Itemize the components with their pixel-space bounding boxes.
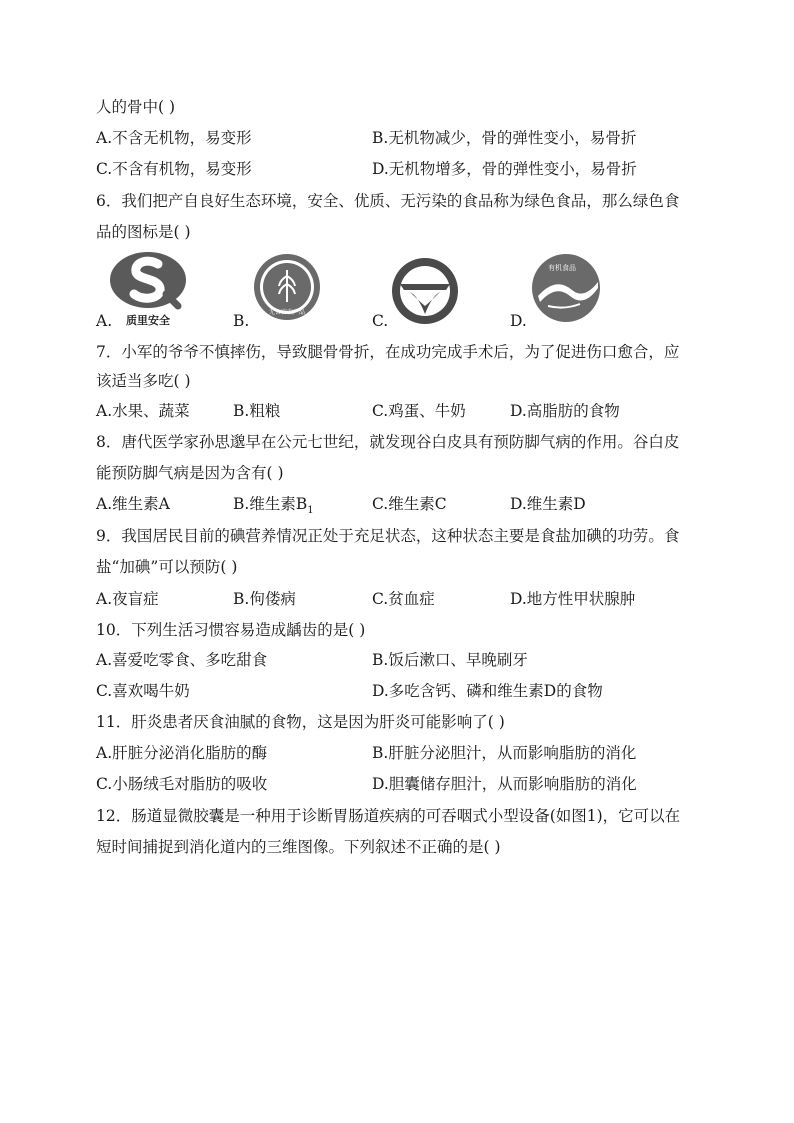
- q8-option-b-subscript: 1: [307, 505, 314, 517]
- q8-option-b[interactable]: [233, 494, 314, 521]
- q11-stem: 11．肝炎患者厌食油腻的食物，这是因为肝炎可能影响了( ): [96, 713, 505, 731]
- q7-option-d[interactable]: D.高脂肪的食物: [510, 402, 620, 420]
- q7-option-a[interactable]: A.水果、蔬菜: [96, 402, 190, 420]
- q6-option-a[interactable]: A.: [96, 312, 113, 330]
- q8-option-a[interactable]: A.维生素A: [96, 495, 170, 513]
- q6-option-b[interactable]: B.: [233, 312, 250, 330]
- q5-option-a[interactable]: A.不含无机物，易变形: [96, 129, 252, 147]
- q9-option-c[interactable]: C.贫血症: [372, 590, 435, 608]
- q10-option-a[interactable]: A.喜爱吃零食、多吃甜食: [96, 651, 268, 669]
- q6-stem-line1: 6．我们把产自良好生态环境，安全、优质、无污染的食品称为绿色食品，那么绿色食: [96, 192, 680, 210]
- quality-safety-logo-icon: [108, 250, 192, 328]
- green-food-logo-icon: [388, 256, 462, 326]
- q7-option-b[interactable]: B.粗粮: [233, 402, 281, 420]
- q10-option-d[interactable]: D.多吃含钙、磷和维生素D的食物: [372, 682, 603, 700]
- q7-stem-line2: 该适当多吃( ): [96, 372, 191, 390]
- q8-stem-line2: 能预防脚气病是因为含有( ): [96, 464, 284, 482]
- q8-option-d[interactable]: D.维生素D: [510, 495, 586, 513]
- q6-option-c[interactable]: C.: [372, 312, 389, 330]
- q12-stem-line1: 12．肠道显微胶囊是一种用于诊断胃肠道疾病的可吞咽式小型设备(如图1)，它可以在: [96, 807, 681, 825]
- q7-option-c[interactable]: C.鸡蛋、牛奶: [372, 402, 466, 420]
- q5-option-c[interactable]: C.不含有机物，易变形: [96, 160, 252, 178]
- q8-stem-line1: 8．唐代医学家孙思邈早在公元七世纪，就发现谷白皮具有预防脚气病的作用。谷白皮: [96, 433, 680, 451]
- logo-b-text: 无公害农产品: [268, 309, 306, 316]
- pollution-free-logo-icon: [252, 252, 322, 322]
- logo-a-text: 质里安全: [126, 314, 170, 327]
- q10-option-c[interactable]: C.喜欢喝牛奶: [96, 682, 190, 700]
- q9-option-b[interactable]: B.佝偻病: [233, 590, 296, 608]
- q6-option-d[interactable]: D.: [510, 312, 527, 330]
- q11-option-c[interactable]: C.小肠绒毛对脂肪的吸收: [96, 775, 268, 793]
- q11-option-b[interactable]: B.肝脏分泌胆汁，从而影响脂肪的消化: [372, 744, 637, 762]
- q8-option-b-text: B.维生素B: [233, 495, 308, 513]
- q9-stem-line2: 盐“加碘”可以预防( ): [96, 558, 238, 576]
- q11-option-a[interactable]: A.肝脏分泌消化脂肪的酶: [96, 744, 268, 762]
- q8-option-c[interactable]: C.维生素C: [372, 495, 447, 513]
- q5-option-d[interactable]: D.无机物增多，骨的弹性变小，易骨折: [372, 160, 637, 178]
- q9-stem-line1: 9．我国居民目前的碘营养情况正处于充足状态，这种状态主要是食盐加碘的功劳。食: [96, 527, 680, 545]
- q9-option-a[interactable]: A.夜盲症: [96, 590, 159, 608]
- q12-stem-line2: 短时间捕捉到消化道内的三维图像。下列叙述不正确的是( ): [96, 838, 501, 856]
- q7-stem-line1: 7．小军的爷爷不慎摔伤，导致腿骨骨折，在成功完成手术后，为了促进伤口愈合，应: [96, 343, 680, 361]
- organic-food-logo-icon: [528, 252, 604, 324]
- q5-option-b[interactable]: B.无机物减少，骨的弹性变小，易骨折: [372, 129, 637, 147]
- logo-d-text: 有机食品: [548, 264, 576, 272]
- q11-option-d[interactable]: D.胆囊储存胆汁，从而影响脂肪的消化: [372, 775, 637, 793]
- q10-stem: 10．下列生活习惯容易造成龋齿的是( ): [96, 621, 366, 639]
- q6-stem-line2: 品的图标是( ): [96, 223, 191, 241]
- q10-option-b[interactable]: B.饭后漱口、早晚刷牙: [372, 651, 528, 669]
- q9-option-d[interactable]: D.地方性甲状腺肿: [510, 590, 636, 608]
- q5-stem: 人的骨中( ): [96, 98, 176, 116]
